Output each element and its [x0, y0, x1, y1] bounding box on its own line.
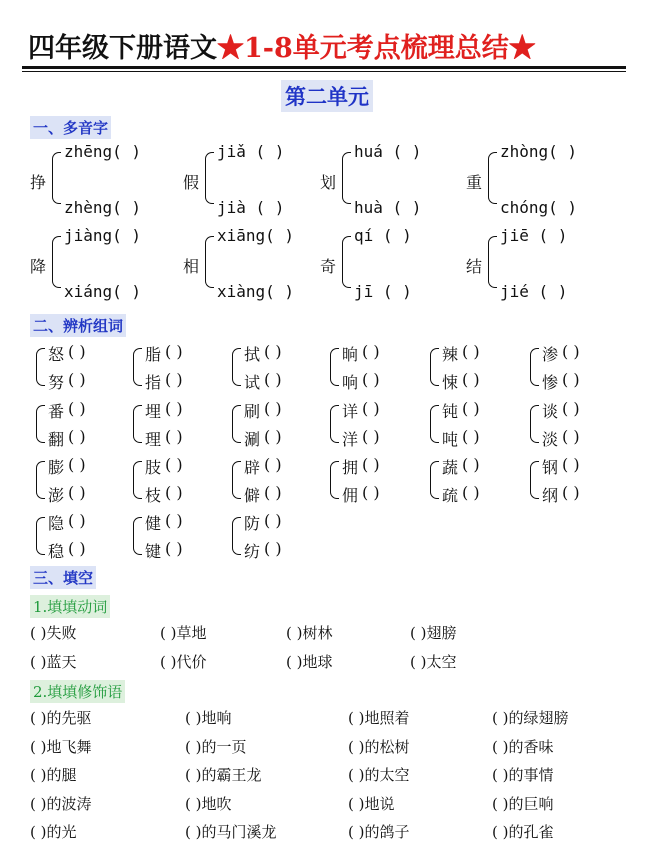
title-rule-thick	[22, 66, 626, 69]
brace	[430, 461, 439, 499]
pair-blank: ( )	[462, 455, 480, 474]
pinyin-reading-2: chóng( )	[500, 198, 578, 217]
pair-char-1: 脂	[145, 345, 162, 364]
modifier-fill-item: ( )的太空	[348, 766, 410, 784]
polyphone-char: 划	[320, 173, 337, 192]
brace	[430, 348, 439, 386]
brace	[530, 348, 539, 386]
pinyin-reading-2: xiáng( )	[64, 282, 142, 301]
pair-char-2: 疏	[442, 486, 459, 505]
pair-char-1: 拭	[244, 345, 261, 364]
verb-fill-item: ( )代价	[160, 653, 207, 671]
pair-char-2: 试	[244, 373, 261, 392]
unit-title: 第二单元	[281, 80, 373, 112]
pair-char-2: 惨	[542, 373, 559, 392]
pair-char-2: 努	[48, 373, 65, 392]
pair-char-1: 膨	[48, 458, 65, 477]
pair-char-1: 拥	[342, 458, 359, 477]
brace	[36, 348, 45, 386]
pair-char-2: 枝	[145, 486, 162, 505]
pair-char-1: 辣	[442, 345, 459, 364]
brace	[232, 461, 241, 499]
pair-blank: ( )	[165, 539, 183, 558]
modifier-fill-item: ( )的香味	[492, 737, 554, 756]
pair-char-2: 澎	[48, 486, 65, 505]
pair-blank: ( )	[362, 483, 380, 502]
pair-blank: ( )	[68, 427, 86, 446]
modifier-fill-item: ( )的巨响	[492, 794, 554, 813]
pinyin-reading-1: zhòng( )	[500, 142, 578, 161]
pinyin-reading-1: huá ( )	[354, 142, 422, 161]
pair-blank: ( )	[264, 483, 282, 502]
subheading-modifiers: 2.填填修饰语	[30, 680, 125, 703]
pinyin-reading-1: xiāng( )	[217, 226, 295, 245]
pair-char-2: 稳	[48, 542, 65, 561]
verb-fill-item: ( )太空	[410, 653, 457, 671]
pair-char-1: 谈	[542, 402, 559, 421]
pair-blank: ( )	[462, 342, 480, 361]
modifier-fill-item: ( )的一页	[185, 737, 247, 756]
pinyin-reading-2: zhèng( )	[64, 198, 142, 217]
brace	[133, 517, 142, 555]
brace	[133, 405, 142, 443]
pinyin-reading-2: jià ( )	[217, 198, 285, 217]
pair-blank: ( )	[68, 370, 86, 389]
verb-fill-item: ( )草地	[160, 624, 207, 642]
pair-char-1: 番	[48, 402, 65, 421]
pair-blank: ( )	[562, 455, 580, 474]
pair-blank: ( )	[462, 399, 480, 418]
pair-blank: ( )	[165, 511, 183, 530]
pair-blank: ( )	[562, 342, 580, 361]
polyphone-char: 挣	[30, 173, 47, 192]
pair-blank: ( )	[165, 427, 183, 446]
pair-char-1: 隐	[48, 514, 65, 533]
brace	[232, 348, 241, 386]
pair-char-1: 健	[145, 514, 162, 533]
pair-blank: ( )	[362, 342, 380, 361]
brace	[133, 461, 142, 499]
pair-blank: ( )	[68, 483, 86, 502]
subheading-verbs: 1.填填动词	[30, 595, 110, 618]
pair-char-2: 翻	[48, 430, 65, 449]
pair-blank: ( )	[362, 370, 380, 389]
page-title	[28, 26, 536, 65]
modifier-fill-item: ( )地吹	[185, 794, 232, 813]
pinyin-reading-2: huà ( )	[354, 198, 422, 217]
pair-char-2: 指	[145, 373, 162, 392]
modifier-fill-item: ( )地照着	[348, 709, 410, 727]
pair-blank: ( )	[362, 399, 380, 418]
pair-char-2: 涮	[244, 430, 261, 449]
pair-char-1: 防	[244, 514, 261, 533]
pair-char-2: 洋	[342, 430, 359, 449]
pinyin-reading-1: qí ( )	[354, 226, 412, 245]
brace	[488, 236, 497, 288]
modifier-fill-item: ( )的马门溪龙	[185, 823, 277, 841]
pair-blank: ( )	[562, 399, 580, 418]
pair-char-2: 佣	[342, 486, 359, 505]
pair-blank: ( )	[165, 342, 183, 361]
brace	[36, 461, 45, 499]
pair-blank: ( )	[462, 370, 480, 389]
pair-blank: ( )	[165, 483, 183, 502]
pair-char-1: 钢	[542, 458, 559, 477]
pair-blank: ( )	[68, 455, 86, 474]
brace	[36, 517, 45, 555]
pair-char-1: 辟	[244, 458, 261, 477]
brace	[205, 152, 214, 204]
pair-blank: ( )	[68, 399, 86, 418]
pinyin-reading-1: jiē ( )	[500, 226, 568, 245]
modifier-fill-item: ( )的绿翅膀	[492, 709, 569, 727]
pinyin-reading-1: zhēng( )	[64, 142, 142, 161]
pair-blank: ( )	[562, 483, 580, 502]
section-heading-bianxi: 二、辨析组词	[30, 314, 126, 337]
title-highlight: ★1-8单元考点梳理总结★	[217, 33, 536, 64]
modifier-fill-item: ( )的腿	[30, 766, 77, 784]
pair-blank: ( )	[68, 511, 86, 530]
brace	[36, 405, 45, 443]
modifier-fill-item: ( )地飞舞	[30, 737, 92, 756]
pinyin-reading-1: jiàng( )	[64, 226, 142, 245]
pair-char-1: 蔬	[442, 458, 459, 477]
brace	[342, 152, 351, 204]
pinyin-reading-2: xiàng( )	[217, 282, 295, 301]
pair-char-1: 钝	[442, 402, 459, 421]
verb-fill-item: ( )树林	[286, 624, 333, 642]
pair-blank: ( )	[165, 455, 183, 474]
title-main: 四年级下册语文	[28, 33, 217, 64]
pinyin-reading-2: jī ( )	[354, 282, 412, 301]
pair-blank: ( )	[264, 511, 282, 530]
pair-blank: ( )	[462, 483, 480, 502]
verb-fill-item: ( )蓝天	[30, 653, 77, 671]
brace	[430, 405, 439, 443]
verb-fill-item: ( )翅膀	[410, 624, 457, 642]
pair-blank: ( )	[68, 539, 86, 558]
brace	[530, 405, 539, 443]
pair-blank: ( )	[264, 342, 282, 361]
pair-blank: ( )	[264, 539, 282, 558]
modifier-fill-item: ( )的光	[30, 823, 77, 841]
pair-blank: ( )	[264, 455, 282, 474]
pair-blank: ( )	[562, 427, 580, 446]
pair-char-1: 渗	[542, 345, 559, 364]
polyphone-char: 假	[183, 173, 200, 192]
brace	[232, 517, 241, 555]
modifier-fill-item: ( )地响	[185, 709, 232, 727]
pair-blank: ( )	[562, 370, 580, 389]
brace	[530, 461, 539, 499]
brace	[205, 236, 214, 288]
pair-char-2: 淡	[542, 430, 559, 449]
polyphone-char: 奇	[320, 257, 337, 276]
pair-blank: ( )	[165, 399, 183, 418]
pair-char-1: 怒	[48, 345, 65, 364]
polyphone-char: 结	[466, 257, 483, 276]
pair-char-1: 肢	[145, 458, 162, 477]
brace	[330, 405, 339, 443]
pair-blank: ( )	[362, 455, 380, 474]
modifier-fill-item: ( )的先驱	[30, 709, 92, 727]
modifier-fill-item: ( )地说	[348, 794, 395, 813]
pinyin-reading-1: jiǎ ( )	[217, 142, 285, 161]
pair-char-2: 僻	[244, 486, 261, 505]
title-rule-thin	[22, 71, 626, 72]
modifier-fill-item: ( )的波涛	[30, 794, 92, 813]
brace	[52, 236, 61, 288]
modifier-fill-item: ( )的松树	[348, 737, 410, 756]
verb-fill-item: ( )地球	[286, 653, 333, 671]
pair-char-1: 刷	[244, 402, 261, 421]
pair-char-2: 纺	[244, 542, 261, 561]
verb-fill-item: ( )失败	[30, 624, 77, 642]
brace	[488, 152, 497, 204]
pair-char-2: 键	[145, 542, 162, 561]
brace	[342, 236, 351, 288]
pair-blank: ( )	[264, 427, 282, 446]
polyphone-char: 相	[183, 257, 200, 276]
polyphone-char: 降	[30, 257, 47, 276]
polyphone-char: 重	[466, 173, 483, 192]
pair-char-1: 埋	[145, 402, 162, 421]
brace	[133, 348, 142, 386]
pair-blank: ( )	[362, 427, 380, 446]
pair-blank: ( )	[68, 342, 86, 361]
modifier-fill-item: ( )的霸王龙	[185, 766, 262, 784]
pair-char-2: 理	[145, 430, 162, 449]
pair-char-2: 纲	[542, 486, 559, 505]
section-heading-tiankong: 三、填空	[30, 566, 96, 589]
pair-blank: ( )	[264, 399, 282, 418]
brace	[232, 405, 241, 443]
modifier-fill-item: ( )的鸽子	[348, 823, 410, 841]
modifier-fill-item: ( )的孔雀	[492, 823, 554, 841]
pair-char-1: 晌	[342, 345, 359, 364]
pinyin-reading-2: jié ( )	[500, 282, 568, 301]
section-heading-duoyin: 一、多音字	[30, 116, 111, 139]
brace	[330, 348, 339, 386]
brace	[330, 461, 339, 499]
pair-blank: ( )	[264, 370, 282, 389]
pair-char-2: 响	[342, 373, 359, 392]
pair-blank: ( )	[462, 427, 480, 446]
pair-char-2: 吨	[442, 430, 459, 449]
pair-blank: ( )	[165, 370, 183, 389]
brace	[52, 152, 61, 204]
modifier-fill-item: ( )的事情	[492, 766, 554, 784]
pair-char-2: 悚	[442, 373, 459, 392]
pair-char-1: 详	[342, 402, 359, 421]
